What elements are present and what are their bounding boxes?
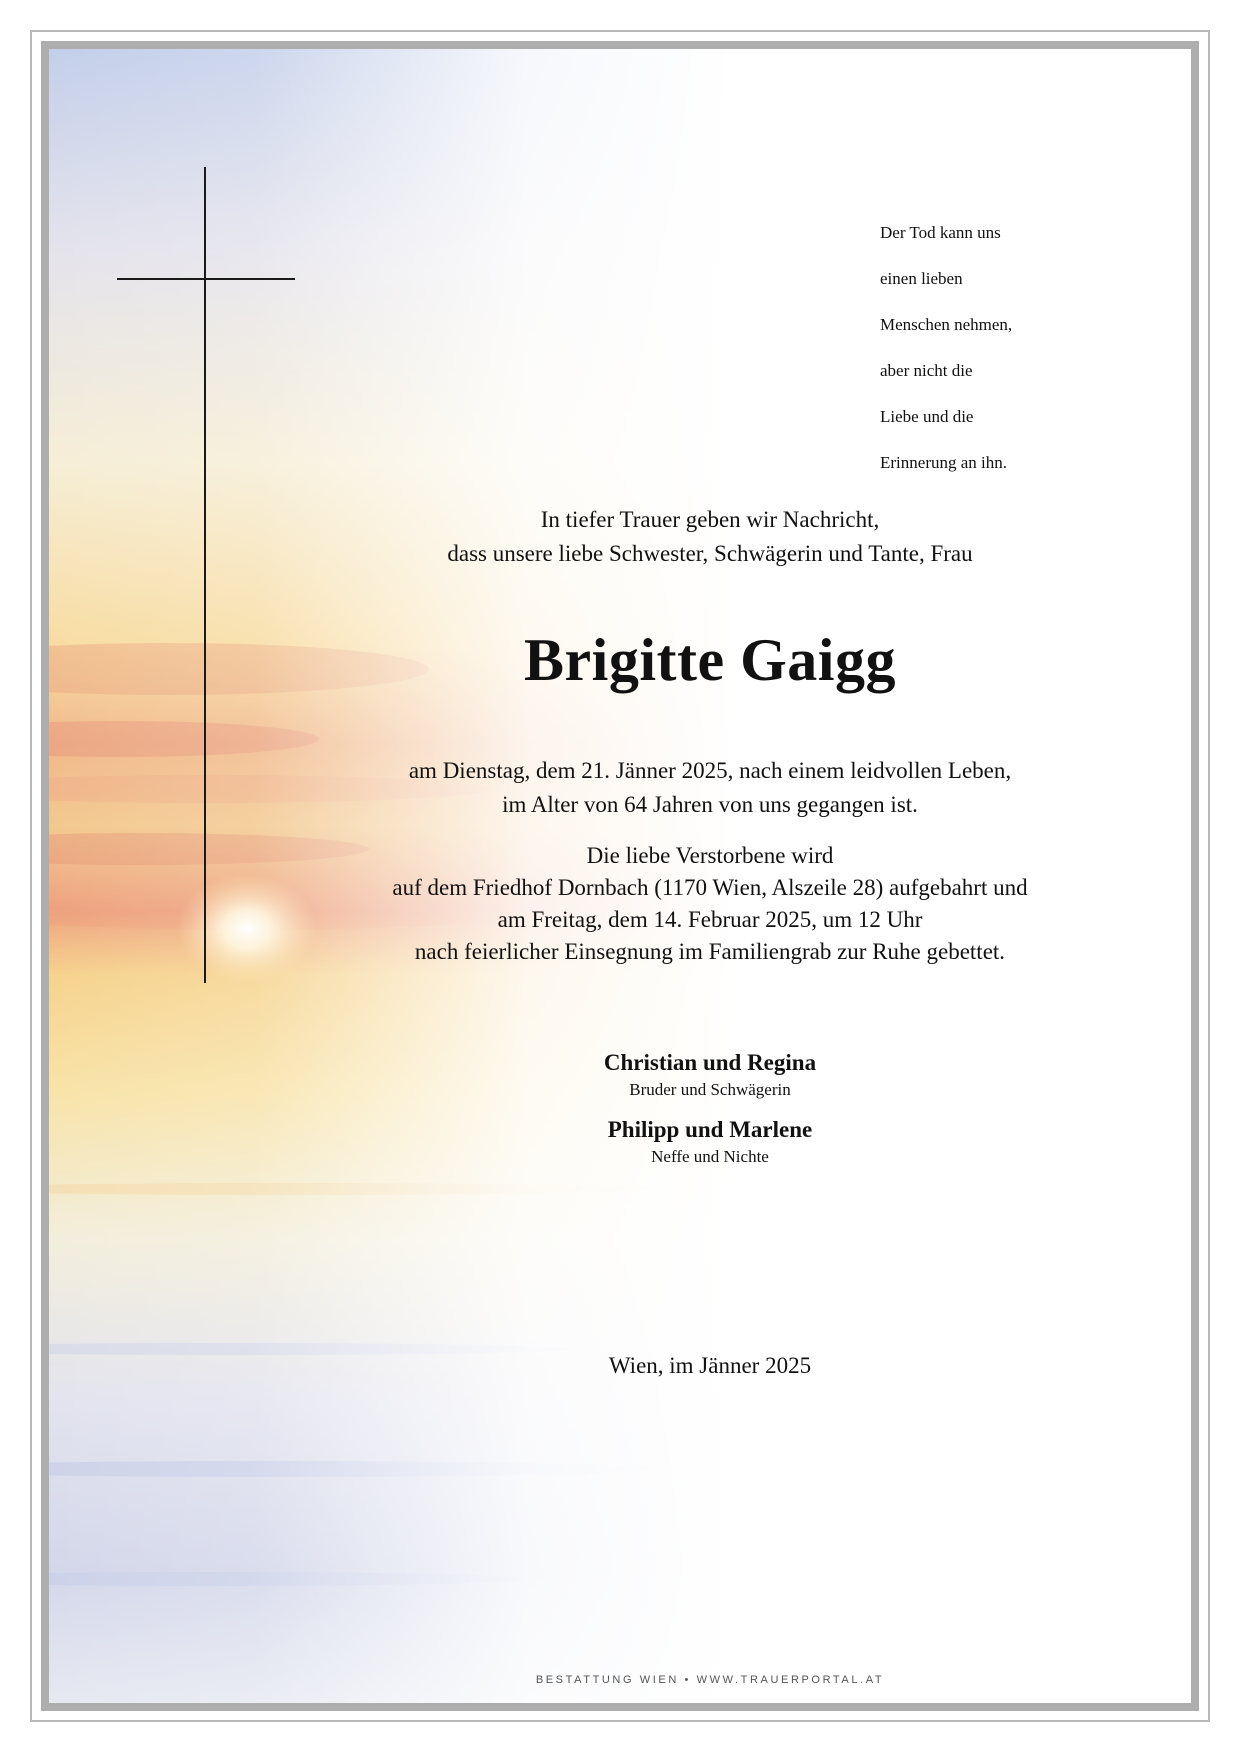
death-info-line: am Dienstag, dem 21. Jänner 2025, nach einem leidvollen Leben,: [408, 758, 1012, 783]
mourner-name: Philipp und Marlene: [607, 1117, 813, 1142]
burial-info-line: Die liebe Verstorbene wird: [586, 843, 834, 868]
death-info-line: im Alter von 64 Jahren von uns gegangen ist.: [502, 792, 918, 817]
cross-icon-vertical-bar: [204, 167, 206, 983]
mourner-entry: [300, 1115, 1120, 1169]
quote-line: Erinnerung an ihn.: [880, 453, 1007, 472]
quote-line: einen lieben: [880, 269, 963, 288]
burial-info-line: am Freitag, dem 14. Februar 2025, um 12 Uhr: [497, 907, 923, 932]
intro-line: dass unsere liebe Schwester, Schwägerin und Tante, Frau: [447, 541, 973, 566]
mourner-entry: [300, 1048, 1120, 1102]
burial-info-line: nach feierlicher Einsegnung im Familiengrab zur Ruhe gebettet.: [414, 939, 1006, 964]
burial-info-line: auf dem Friedhof Dornbach (1170 Wien, Alszeile 28) aufgebahrt und: [392, 875, 1028, 900]
intro-line: In tiefer Trauer geben wir Nachricht,: [540, 507, 880, 532]
memorial-quote: [880, 198, 1080, 497]
deceased-name: Brigitte Gaigg: [524, 627, 896, 693]
cross-icon-horizontal-bar: [117, 278, 295, 280]
quote-line: aber nicht die: [880, 361, 973, 380]
mourner-name: Christian und Regina: [603, 1050, 817, 1075]
quote-line: Liebe und die: [880, 407, 974, 426]
quote-line: Menschen nehmen,: [880, 315, 1013, 334]
announcement-intro: [300, 503, 1120, 571]
place-and-date: Wien, im Jänner 2025: [608, 1353, 812, 1378]
mourner-relation: Neffe und Nichte: [651, 1147, 769, 1166]
quote-line: Der Tod kann uns: [880, 223, 1001, 242]
death-info: [300, 754, 1120, 822]
footer-publisher: BESTATTUNG WIEN • WWW.TRAUERPORTAL.AT: [535, 1674, 885, 1686]
mourner-relation: Bruder und Schwägerin: [629, 1080, 791, 1099]
burial-info: [300, 840, 1120, 968]
